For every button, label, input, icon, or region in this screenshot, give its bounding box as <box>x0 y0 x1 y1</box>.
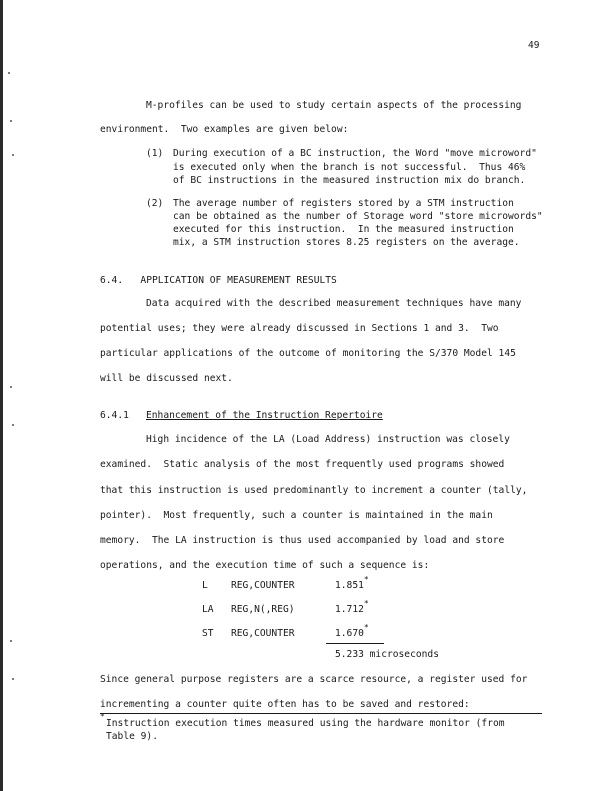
scan-speck <box>10 640 12 642</box>
code-total: 5.233 microseconds <box>335 649 439 660</box>
code-time <box>335 575 369 592</box>
section-6-4-line-1: Data acquired with the described measurement techniques have many <box>146 298 522 309</box>
footnote-line-1: Instruction execution times measured using the hardware monitor (from <box>106 718 505 729</box>
scan-speck <box>10 120 12 122</box>
code-time-value: 1.851 <box>335 580 364 591</box>
code-op: L <box>202 580 208 591</box>
page-number: 49 <box>528 40 540 51</box>
code-op: ST <box>202 628 214 639</box>
example-1-line-1: During execution of a BC instruction, the Word "move microword" <box>173 148 537 159</box>
section-6-4-1-line-4: pointer). Most frequently, such a counter is maintained in the main <box>100 510 493 521</box>
section-6-4-1-number: 6.4.1 <box>100 410 129 421</box>
section-6-4-line-2: potential uses; they were already discussed in Sections 1 and 3. Two <box>100 323 499 334</box>
section-6-4-1-line-3: that this instruction is used predominantly to increment a counter (tally, <box>100 485 528 496</box>
footnote-mark: * <box>363 599 369 608</box>
scan-edge <box>0 0 3 791</box>
scan-speck <box>12 424 14 426</box>
section-6-4-1-line-2: examined. Static analysis of the most frequently used programs showed <box>100 459 505 470</box>
footnote-rule <box>100 713 542 714</box>
section-6-4-heading: 6.4. APPLICATION OF MEASUREMENT RESULTS <box>100 275 337 286</box>
example-1-line-2: is executed only when the branch is not successful. Thus 46% <box>173 162 526 173</box>
code-op: LA <box>202 604 214 615</box>
example-1-line-3: of BC instructions in the measured instruction mix do branch. <box>173 175 526 186</box>
section-6-4-line-3: particular applications of the outcome of monitoring the S/370 Model 145 <box>100 348 516 359</box>
footnote-mark: * <box>363 575 369 584</box>
code-time <box>335 599 369 616</box>
section-6-4-1-line-5: memory. The LA instruction is thus used accompanied by load and store <box>100 535 505 546</box>
example-2-line-2: can be obtained as the number of Storage word "store microwords" <box>173 211 543 222</box>
intro-line-2: environment. Two examples are given below: <box>100 124 349 135</box>
code-operand: REG,COUNTER <box>231 580 295 591</box>
section-6-4-1-line-6: operations, and the execution time of such a sequence is: <box>100 560 430 571</box>
footnote-line-2: Table 9). <box>106 731 158 742</box>
scan-speck <box>12 678 14 680</box>
section-6-4-1-line-1: High incidence of the LA (Load Address) instruction was closely <box>146 434 510 445</box>
closing-line-1: Since general purpose registers are a scarce resource, a register used for <box>100 674 528 685</box>
example-2-line-1: The average number of registers stored by a STM instruction <box>173 198 514 209</box>
code-operand: REG,N(,REG) <box>231 604 295 615</box>
example-2-marker: (2) <box>146 198 164 209</box>
code-time-value: 1.670 <box>335 628 364 639</box>
closing-line-2: incrementing a counter quite often has to be saved and restored: <box>100 699 470 710</box>
footnote-mark: * <box>100 712 105 721</box>
scan-speck <box>10 386 12 388</box>
scan-speck <box>8 72 10 74</box>
footnote-mark: * <box>363 623 369 632</box>
code-time <box>335 623 369 640</box>
section-6-4-1-title: Enhancement of the Instruction Repertoire <box>146 410 383 421</box>
example-2-line-4: mix, a STM instruction stores 8.25 registers on the average. <box>173 237 520 248</box>
example-2-line-3: executed for this instruction. In the measured instruction <box>173 224 514 235</box>
example-1-marker: (1) <box>146 148 164 159</box>
code-operand: REG,COUNTER <box>231 628 295 639</box>
code-time-value: 1.712 <box>335 604 364 615</box>
section-6-4-line-4: will be discussed next. <box>100 373 233 384</box>
scan-speck <box>12 154 14 156</box>
intro-line-1: M-profiles can be used to study certain aspects of the processing <box>146 100 522 111</box>
sum-rule <box>326 643 384 644</box>
